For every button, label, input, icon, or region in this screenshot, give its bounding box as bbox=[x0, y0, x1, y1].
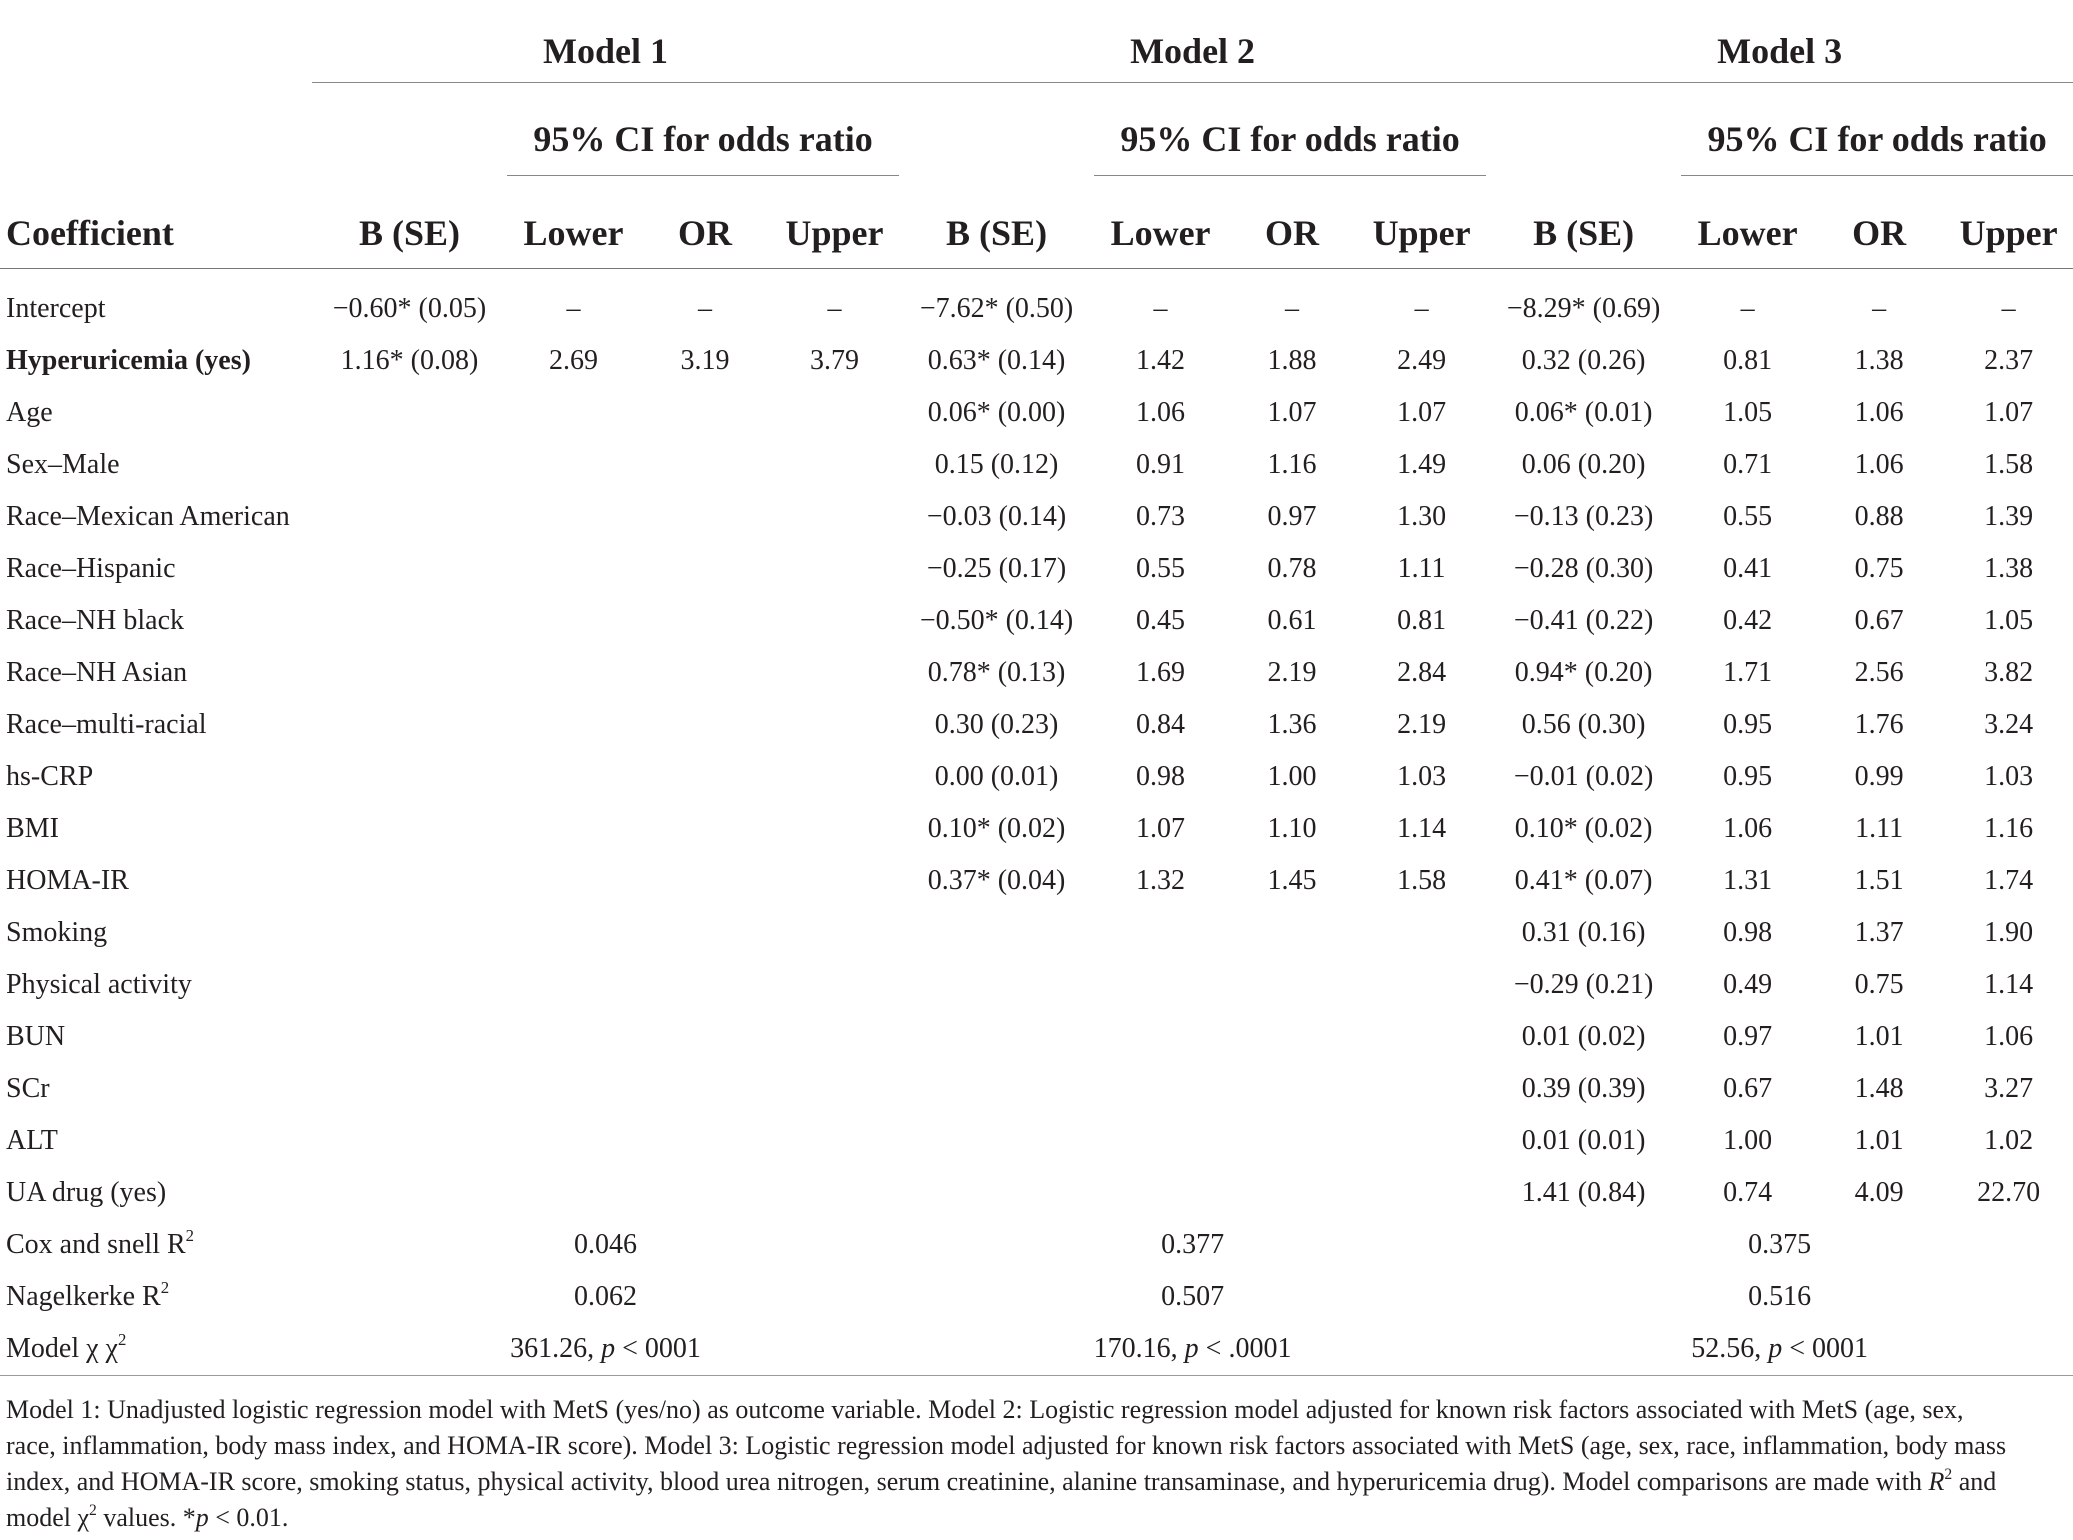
table-cell bbox=[507, 1011, 640, 1063]
table-cell: 22.70 bbox=[1977, 1177, 2041, 1208]
table-cell: 0.67 bbox=[1854, 605, 1904, 636]
table-cell: 0.94* (0.20) bbox=[1514, 657, 1653, 688]
table-cell bbox=[312, 647, 507, 699]
table-cell: 0.78* (0.13) bbox=[927, 657, 1066, 688]
table-cell: 1.32 bbox=[1136, 865, 1186, 896]
table-cell bbox=[1227, 1063, 1357, 1115]
table-cell bbox=[899, 907, 1094, 959]
row-label: HOMA-IR bbox=[6, 865, 129, 896]
model-1-header: Model 1 bbox=[312, 0, 899, 83]
table-cell: 0.56 (0.30) bbox=[1521, 709, 1646, 740]
table-cell bbox=[770, 647, 899, 699]
row-label: Race–Hispanic bbox=[6, 553, 176, 584]
table-cell: 1.07 bbox=[1984, 397, 2034, 428]
table-cell: 1.37 bbox=[1854, 917, 1904, 948]
table-cell: 0.10* (0.02) bbox=[927, 813, 1066, 844]
table-row bbox=[0, 959, 2073, 1011]
model-3-header: Model 3 bbox=[1486, 0, 2073, 83]
table-cell: 1.06 bbox=[1854, 397, 1904, 428]
table-cell bbox=[770, 1011, 899, 1063]
table-cell: 1.51 bbox=[1854, 865, 1904, 896]
table-cell: 3.24 bbox=[1984, 709, 2034, 740]
table-cell: 0.98 bbox=[1136, 761, 1186, 792]
table-cell bbox=[1227, 1011, 1357, 1063]
table-cell: 3.79 bbox=[810, 345, 860, 376]
table-row bbox=[0, 595, 2073, 647]
table-cell: 0.30 (0.23) bbox=[934, 709, 1059, 740]
table-cell bbox=[507, 959, 640, 1011]
model-chi-model-3: 52.56, p < 0001 bbox=[1486, 1323, 2073, 1376]
table-cell bbox=[507, 647, 640, 699]
table-cell: 1.48 bbox=[1854, 1073, 1904, 1104]
table-cell bbox=[507, 803, 640, 855]
row-label: hs-CRP bbox=[6, 761, 94, 792]
table-cell: −0.60* (0.05) bbox=[332, 293, 487, 324]
table-cell: 1.41 (0.84) bbox=[1521, 1177, 1646, 1208]
row-label: UA drug (yes) bbox=[6, 1177, 167, 1208]
table-cell: 0.10* (0.02) bbox=[1514, 813, 1653, 844]
table-row bbox=[0, 439, 2073, 491]
table-cell bbox=[507, 595, 640, 647]
table-header bbox=[0, 0, 2073, 269]
table-cell bbox=[507, 1115, 640, 1167]
table-cell: −8.29* (0.69) bbox=[1506, 293, 1661, 324]
table-cell bbox=[1227, 1167, 1357, 1219]
table-cell: −7.62* (0.50) bbox=[919, 293, 1074, 324]
model-2-ci-header: 95% CI for odds ratio bbox=[1094, 103, 1486, 176]
model-2-header: Model 2 bbox=[899, 0, 1486, 83]
table-cell bbox=[640, 1115, 770, 1167]
table-cell: 0.41* (0.07) bbox=[1514, 865, 1653, 896]
table-cell bbox=[770, 751, 899, 803]
table-cell: 3.82 bbox=[1984, 657, 2034, 688]
table-cell bbox=[312, 439, 507, 491]
table-cell: 0.37* (0.04) bbox=[927, 865, 1066, 896]
table-cell: 1.49 bbox=[1397, 449, 1447, 480]
table-cell: 1.03 bbox=[1984, 761, 2034, 792]
cox-snell-model-3: 0.375 bbox=[1748, 1229, 1812, 1260]
table-cell: 1.39 bbox=[1984, 501, 2034, 532]
table-cell bbox=[312, 1167, 507, 1219]
table-cell bbox=[312, 751, 507, 803]
table-cell: – bbox=[2001, 293, 2016, 324]
table-cell bbox=[507, 387, 640, 439]
table-cell bbox=[770, 595, 899, 647]
table-cell: 1.58 bbox=[1984, 449, 2034, 480]
table-cell: 0.71 bbox=[1723, 449, 1773, 480]
table-cell: 0.78 bbox=[1267, 553, 1317, 584]
table-cell bbox=[507, 1063, 640, 1115]
table-cell bbox=[899, 1167, 1094, 1219]
table-cell bbox=[1357, 1011, 1486, 1063]
table-cell bbox=[770, 491, 899, 543]
row-label: ALT bbox=[6, 1125, 58, 1156]
table-cell bbox=[770, 1063, 899, 1115]
model-chi-row bbox=[0, 1323, 2073, 1376]
table-cell bbox=[640, 491, 770, 543]
table-cell: 1.74 bbox=[1984, 865, 2034, 896]
table-cell: 0.95 bbox=[1723, 761, 1773, 792]
table-cell bbox=[640, 595, 770, 647]
table-cell bbox=[640, 907, 770, 959]
table-cell: – bbox=[566, 293, 581, 324]
table-cell bbox=[640, 1063, 770, 1115]
table-cell: 0.01 (0.01) bbox=[1521, 1125, 1646, 1156]
table-cell: 1.10 bbox=[1267, 813, 1317, 844]
table-cell: 0.61 bbox=[1267, 605, 1317, 636]
table-cell: 0.45 bbox=[1136, 605, 1186, 636]
table-cell bbox=[1094, 1115, 1227, 1167]
table-cell: 0.88 bbox=[1854, 501, 1904, 532]
table-cell: 0.39 (0.39) bbox=[1521, 1073, 1646, 1104]
table-cell: – bbox=[827, 293, 842, 324]
cox-snell-model-1: 0.046 bbox=[574, 1229, 638, 1260]
table-cell bbox=[1357, 1115, 1486, 1167]
nagelkerke-label: Nagelkerke $R^2$ bbox=[6, 1278, 170, 1312]
table-cell bbox=[1357, 959, 1486, 1011]
table-cell: 1.02 bbox=[1984, 1125, 2034, 1156]
table-cell: 1.16* (0.08) bbox=[340, 345, 479, 376]
table-cell bbox=[640, 1011, 770, 1063]
table-cell bbox=[312, 907, 507, 959]
table-row bbox=[0, 269, 2073, 336]
table-row bbox=[0, 647, 2073, 699]
table-cell: 2.56 bbox=[1854, 657, 1904, 688]
table-cell: 1.16 bbox=[1267, 449, 1317, 480]
table-row bbox=[0, 1115, 2073, 1167]
table-cell: – bbox=[1153, 293, 1168, 324]
table-cell bbox=[770, 959, 899, 1011]
table-cell: 3.19 bbox=[680, 345, 730, 376]
table-cell: 1.00 bbox=[1267, 761, 1317, 792]
table-cell bbox=[507, 699, 640, 751]
table-cell: 0.84 bbox=[1136, 709, 1186, 740]
table-cell: 0.15 (0.12) bbox=[934, 449, 1059, 480]
table-cell bbox=[1227, 907, 1357, 959]
table-cell bbox=[507, 543, 640, 595]
table-cell: 0.01 (0.02) bbox=[1521, 1021, 1646, 1052]
table-cell: 1.31 bbox=[1723, 865, 1773, 896]
table-row bbox=[0, 1011, 2073, 1063]
table-cell bbox=[770, 699, 899, 751]
model-header-row bbox=[0, 0, 2073, 83]
table-cell: – bbox=[1414, 293, 1429, 324]
table-cell bbox=[770, 1167, 899, 1219]
table-cell: 1.69 bbox=[1136, 657, 1186, 688]
table-cell: 0.97 bbox=[1267, 501, 1317, 532]
table-cell: 0.75 bbox=[1854, 553, 1904, 584]
table-cell: 0.06* (0.00) bbox=[927, 397, 1066, 428]
table-cell bbox=[899, 1063, 1094, 1115]
table-cell: 1.07 bbox=[1136, 813, 1186, 844]
table-cell: 1.01 bbox=[1854, 1021, 1904, 1052]
table-cell: 0.63* (0.14) bbox=[927, 345, 1066, 376]
model-chi-model-2: 170.16, p < .0001 bbox=[899, 1323, 1486, 1376]
table-cell: 0.67 bbox=[1723, 1073, 1773, 1104]
table-cell: 1.03 bbox=[1397, 761, 1447, 792]
table-cell: 1.38 bbox=[1984, 553, 2034, 584]
table-cell bbox=[507, 855, 640, 907]
table-cell bbox=[640, 647, 770, 699]
table-cell: 0.97 bbox=[1723, 1021, 1773, 1052]
table-row bbox=[0, 491, 2073, 543]
row-label: Race–Mexican American bbox=[6, 501, 290, 532]
table-cell: 1.06 bbox=[1854, 449, 1904, 480]
table-cell: 1.11 bbox=[1397, 553, 1446, 584]
table-cell: 1.00 bbox=[1723, 1125, 1773, 1156]
table-cell: 1.14 bbox=[1984, 969, 2034, 1000]
table-footnote: Model 1: Unadjusted logistic regression model with MetS (yes/no) as outcome variable. Model 2: Logistic regression model adjusted for known risk factors associated with MetS (age, sex, race, inflammation, body mass index, and HOMA-IR score). Model 3: Logistic regression model adjusted for known risk factors associated with MetS (age, sex, race, inflammation, body mass index, and HOMA-IR score, smoking status, physical activity, blood urea nitrogen, serum creatinine, alanine transaminase, and hyperuricemia drug). Model comparisons are made with $R^2$ and model $\chi^2$ values. *p < 0.01. bbox=[6, 1395, 2007, 1532]
table-cell: 0.55 bbox=[1723, 501, 1773, 532]
table-cell: −0.28 (0.30) bbox=[1513, 553, 1654, 584]
table-cell: 0.73 bbox=[1136, 501, 1186, 532]
table-cell: 0.49 bbox=[1723, 969, 1773, 1000]
table-cell: 0.91 bbox=[1136, 449, 1186, 480]
table-cell: 2.37 bbox=[1984, 345, 2034, 376]
table-cell: 2.49 bbox=[1397, 345, 1447, 376]
coefficient-header: Coefficient bbox=[0, 198, 312, 269]
table-cell: 1.42 bbox=[1136, 345, 1186, 376]
cox-snell-label: Cox and snell $R^2$ bbox=[6, 1226, 195, 1260]
table-cell bbox=[1357, 1167, 1486, 1219]
table-cell: 1.14 bbox=[1397, 813, 1447, 844]
model-1-bse-header: B (SE) bbox=[312, 198, 507, 269]
table-cell: 1.01 bbox=[1854, 1125, 1904, 1156]
row-label: Sex–Male bbox=[6, 449, 120, 480]
table-cell bbox=[507, 439, 640, 491]
table-cell: −0.13 (0.23) bbox=[1513, 501, 1654, 532]
table-cell: 0.31 (0.16) bbox=[1521, 917, 1646, 948]
table-cell bbox=[899, 1115, 1094, 1167]
model-3-lower-header: Lower bbox=[1681, 198, 1814, 269]
table-cell bbox=[1094, 1063, 1227, 1115]
table-cell bbox=[770, 387, 899, 439]
row-label: BUN bbox=[6, 1021, 66, 1052]
table-cell: 2.19 bbox=[1267, 657, 1317, 688]
table-cell bbox=[1357, 907, 1486, 959]
row-label: BMI bbox=[6, 813, 59, 844]
table-cell bbox=[770, 803, 899, 855]
table-cell: 0.06 (0.20) bbox=[1521, 449, 1646, 480]
row-label: Intercept bbox=[6, 293, 106, 324]
table-cell bbox=[312, 699, 507, 751]
row-label: SCr bbox=[6, 1073, 50, 1104]
table-cell bbox=[312, 595, 507, 647]
table-cell: 1.38 bbox=[1854, 345, 1904, 376]
cox-snell-model-2: 0.377 bbox=[1161, 1229, 1225, 1260]
table-row bbox=[0, 335, 2073, 387]
table-cell: 0.75 bbox=[1854, 969, 1904, 1000]
model-2-or-header: OR bbox=[1227, 198, 1357, 269]
table-cell bbox=[1094, 907, 1227, 959]
table-cell: 1.90 bbox=[1984, 917, 2034, 948]
table-cell: 1.06 bbox=[1723, 813, 1773, 844]
table-cell: 1.11 bbox=[1855, 813, 1904, 844]
table-cell bbox=[312, 1011, 507, 1063]
table-cell bbox=[1094, 1011, 1227, 1063]
row-label: Race–NH black bbox=[6, 605, 185, 636]
table-row bbox=[0, 803, 2073, 855]
table-cell bbox=[312, 387, 507, 439]
table-cell bbox=[640, 855, 770, 907]
table-cell bbox=[770, 907, 899, 959]
table-cell: 1.16 bbox=[1984, 813, 2034, 844]
table-cell: 2.84 bbox=[1397, 657, 1447, 688]
table-cell bbox=[507, 491, 640, 543]
table-cell: 1.05 bbox=[1984, 605, 2034, 636]
table-row bbox=[0, 907, 2073, 959]
table-cell bbox=[640, 803, 770, 855]
table-cell bbox=[1094, 1167, 1227, 1219]
table-row bbox=[0, 751, 2073, 803]
model-1-lower-header: Lower bbox=[507, 198, 640, 269]
table-cell: 2.19 bbox=[1397, 709, 1447, 740]
table-cell bbox=[640, 387, 770, 439]
table-cell bbox=[312, 491, 507, 543]
model-3-or-header: OR bbox=[1814, 198, 1944, 269]
table-cell bbox=[899, 1011, 1094, 1063]
table-body bbox=[0, 269, 2073, 1220]
table-cell: 0.95 bbox=[1723, 709, 1773, 740]
table-cell bbox=[1357, 1063, 1486, 1115]
table-cell: 1.07 bbox=[1267, 397, 1317, 428]
model-1-ci-header: 95% CI for odds ratio bbox=[507, 103, 899, 176]
table-cell: 1.58 bbox=[1397, 865, 1447, 896]
table-cell bbox=[312, 855, 507, 907]
nagelkerke-model-2: 0.507 bbox=[1161, 1281, 1225, 1312]
table-cell bbox=[770, 855, 899, 907]
table-cell: 0.74 bbox=[1723, 1177, 1773, 1208]
table-cell bbox=[640, 1167, 770, 1219]
model-3-upper-header: Upper bbox=[1944, 198, 2073, 269]
table-cell: 1.76 bbox=[1854, 709, 1904, 740]
table-cell bbox=[312, 1115, 507, 1167]
table-cell: 0.06* (0.01) bbox=[1514, 397, 1653, 428]
model-1-upper-header: Upper bbox=[770, 198, 899, 269]
table-cell: 0.55 bbox=[1136, 553, 1186, 584]
row-label: Race–NH Asian bbox=[6, 657, 188, 688]
table-cell: 0.81 bbox=[1397, 605, 1447, 636]
model-chi-model-1: 361.26, p < 0001 bbox=[312, 1323, 899, 1376]
table-cell: 0.00 (0.01) bbox=[934, 761, 1059, 792]
table-cell: – bbox=[1285, 293, 1300, 324]
table-cell bbox=[1227, 1115, 1357, 1167]
table-cell: 1.30 bbox=[1397, 501, 1447, 532]
nagelkerke-row bbox=[0, 1271, 2073, 1323]
table-cell: 0.32 (0.26) bbox=[1521, 345, 1646, 376]
table-cell: 0.41 bbox=[1723, 553, 1773, 584]
table-row bbox=[0, 1167, 2073, 1219]
table-cell: 1.07 bbox=[1397, 397, 1447, 428]
table-cell bbox=[507, 751, 640, 803]
model-2-bse-header: B (SE) bbox=[899, 198, 1094, 269]
model-3-ci-header: 95% CI for odds ratio bbox=[1681, 103, 2073, 176]
model-1-or-header: OR bbox=[640, 198, 770, 269]
model-2-lower-header: Lower bbox=[1094, 198, 1227, 269]
table-cell: – bbox=[698, 293, 712, 324]
table-cell: 1.45 bbox=[1267, 865, 1317, 896]
table-cell bbox=[640, 699, 770, 751]
table-cell: 0.81 bbox=[1723, 345, 1773, 376]
table-cell: −0.41 (0.22) bbox=[1513, 605, 1654, 636]
row-label: Smoking bbox=[6, 917, 108, 948]
table-cell bbox=[640, 959, 770, 1011]
table-cell bbox=[770, 1115, 899, 1167]
table-cell bbox=[507, 1167, 640, 1219]
table-cell: 1.71 bbox=[1723, 657, 1773, 688]
model-2-upper-header: Upper bbox=[1357, 198, 1486, 269]
table-cell: −0.50* (0.14) bbox=[919, 605, 1074, 636]
column-header-row bbox=[0, 198, 2073, 269]
fit-statistics bbox=[0, 1219, 2073, 1376]
table-cell bbox=[312, 1063, 507, 1115]
table-cell bbox=[312, 803, 507, 855]
table-cell: – bbox=[1872, 293, 1887, 324]
table-cell bbox=[770, 543, 899, 595]
table-cell: −0.01 (0.02) bbox=[1513, 761, 1654, 792]
model-3-bse-header: B (SE) bbox=[1486, 198, 1681, 269]
table-cell: 1.88 bbox=[1267, 345, 1317, 376]
table-row bbox=[0, 699, 2073, 751]
table-row bbox=[0, 543, 2073, 595]
table-row bbox=[0, 1063, 2073, 1115]
table-cell: −0.29 (0.21) bbox=[1513, 969, 1654, 1000]
table-row bbox=[0, 855, 2073, 907]
table-cell: 0.42 bbox=[1723, 605, 1773, 636]
table-cell bbox=[640, 543, 770, 595]
table-cell bbox=[770, 439, 899, 491]
table-cell: 1.05 bbox=[1723, 397, 1773, 428]
row-label: Race–multi-racial bbox=[6, 709, 207, 740]
table-cell: 0.98 bbox=[1723, 917, 1773, 948]
ci-header-row bbox=[0, 103, 2073, 176]
nagelkerke-model-3: 0.516 bbox=[1748, 1281, 1812, 1312]
table-cell: – bbox=[1740, 293, 1755, 324]
table-cell: 1.06 bbox=[1984, 1021, 2034, 1052]
table-cell: 4.09 bbox=[1854, 1177, 1904, 1208]
table-cell bbox=[312, 959, 507, 1011]
cox-snell-row bbox=[0, 1219, 2073, 1271]
row-label: Age bbox=[6, 397, 53, 428]
model-chi-label: Model χ $\chi^2$ bbox=[0, 1323, 312, 1376]
table-row bbox=[0, 387, 2073, 439]
row-label: Hyperuricemia (yes) bbox=[6, 345, 251, 376]
table-cell bbox=[640, 439, 770, 491]
table-cell bbox=[899, 959, 1094, 1011]
table-cell bbox=[1227, 959, 1357, 1011]
table-cell: 0.99 bbox=[1854, 761, 1904, 792]
table-cell bbox=[312, 543, 507, 595]
table-cell: 1.06 bbox=[1136, 397, 1186, 428]
table-cell: −0.03 (0.14) bbox=[926, 501, 1067, 532]
table-cell bbox=[507, 907, 640, 959]
table-cell bbox=[1094, 959, 1227, 1011]
nagelkerke-model-1: 0.062 bbox=[574, 1281, 638, 1312]
table-cell: −0.25 (0.17) bbox=[926, 553, 1067, 584]
table-cell: 2.69 bbox=[549, 345, 598, 376]
row-label: Physical activity bbox=[6, 969, 192, 1000]
table-cell bbox=[640, 751, 770, 803]
table-cell: 3.27 bbox=[1984, 1073, 2034, 1104]
table-cell: 1.36 bbox=[1267, 709, 1317, 740]
